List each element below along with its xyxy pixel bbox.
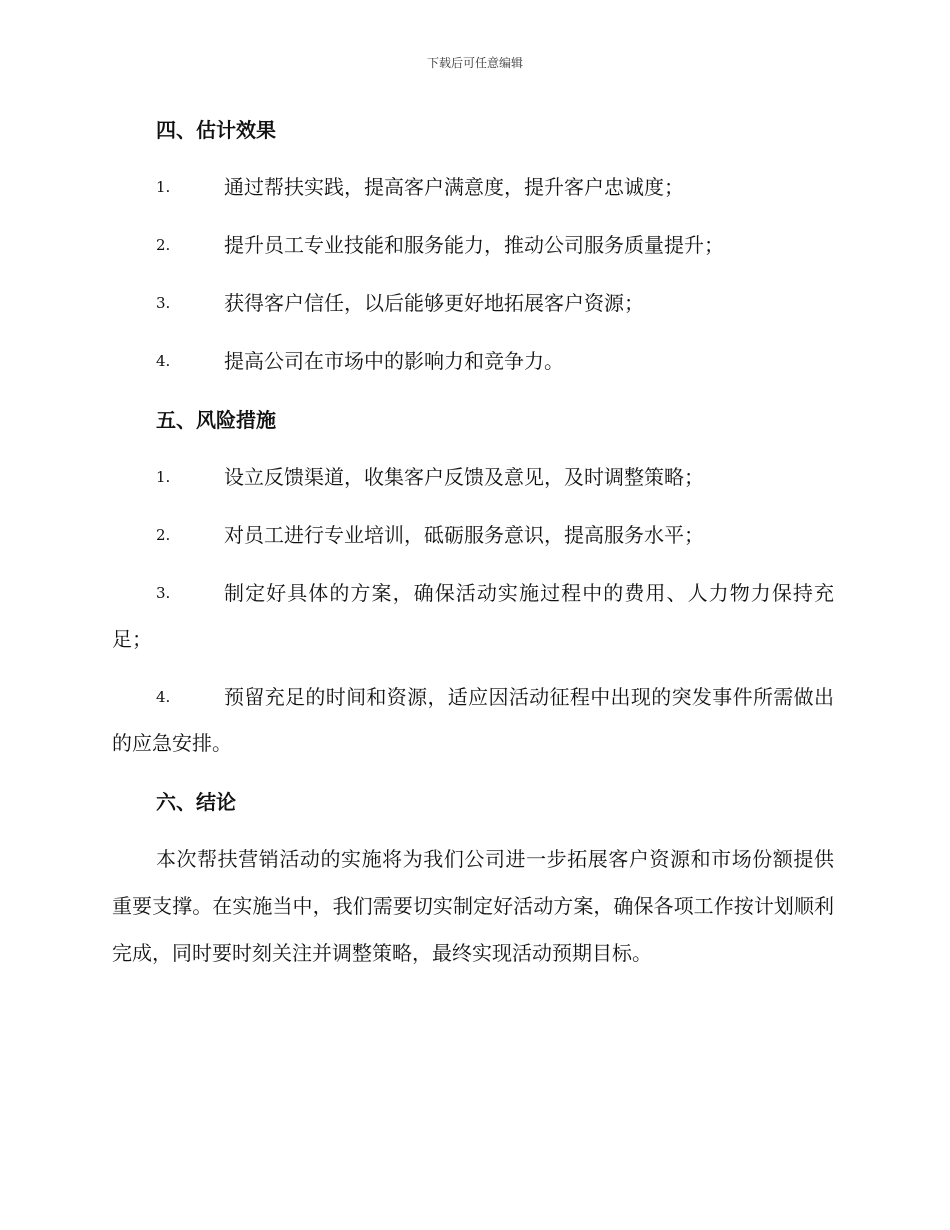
list-item-text: 设立反馈渠道，收集客户反馈及意见，及时调整策略； (224, 465, 704, 489)
list-item-text: 提高公司在市场中的影响力和竞争力。 (224, 349, 564, 373)
list-item-number: 4. (156, 688, 171, 706)
section-heading-risk-measures: 五、风险措施 (156, 408, 276, 432)
section-heading-conclusion: 六、结论 (156, 790, 236, 814)
list-item (112, 280, 834, 326)
list-item-text: 获得客户信任，以后能够更好地拓展客户资源； (224, 291, 644, 315)
list-item-number: 4. (156, 352, 171, 370)
list-item-number: 2. (156, 526, 171, 544)
document-body (112, 108, 834, 977)
page-header-note: 下载后可任意编辑 (426, 56, 523, 70)
section-heading-expected-effects: 四、估计效果 (156, 118, 276, 142)
list-item (112, 164, 834, 210)
list-item-number: 3. (156, 294, 171, 312)
list-item-text: 通过帮扶实践，提高客户满意度，提升客户忠诚度； (224, 175, 684, 199)
list-item-text: 提升员工专业技能和服务能力，推动公司服务质量提升； (224, 233, 724, 257)
list-item-number: 1. (156, 468, 171, 486)
list-item-number: 3. (156, 584, 171, 602)
list-item (112, 512, 834, 558)
list-item-number: 1. (156, 178, 171, 196)
list-item-text: 预留充足的时间和资源，适应因活动征程中出现的突发事件所需做出的应急安排。 (112, 685, 834, 755)
list-item-number: 2. (156, 236, 171, 254)
list-item (112, 454, 834, 500)
list-item (112, 674, 834, 766)
list-item (112, 570, 834, 662)
list-item (112, 222, 834, 268)
list-item-text: 对员工进行专业培训，砥砺服务意识，提高服务水平； (224, 523, 704, 547)
list-item (112, 338, 834, 384)
list-item-text: 制定好具体的方案，确保活动实施过程中的费用、人力物力保持充足； (112, 581, 834, 651)
conclusion-paragraph: 本次帮扶营销活动的实施将为我们公司进一步拓展客户资源和市场份额提供重要支撑。在实施当中，我们需要切实制定好活动方案，确保各项工作按计划顺利完成，同时要时刻关注并调整策略，最终实现活动预期目标。 (112, 847, 834, 965)
